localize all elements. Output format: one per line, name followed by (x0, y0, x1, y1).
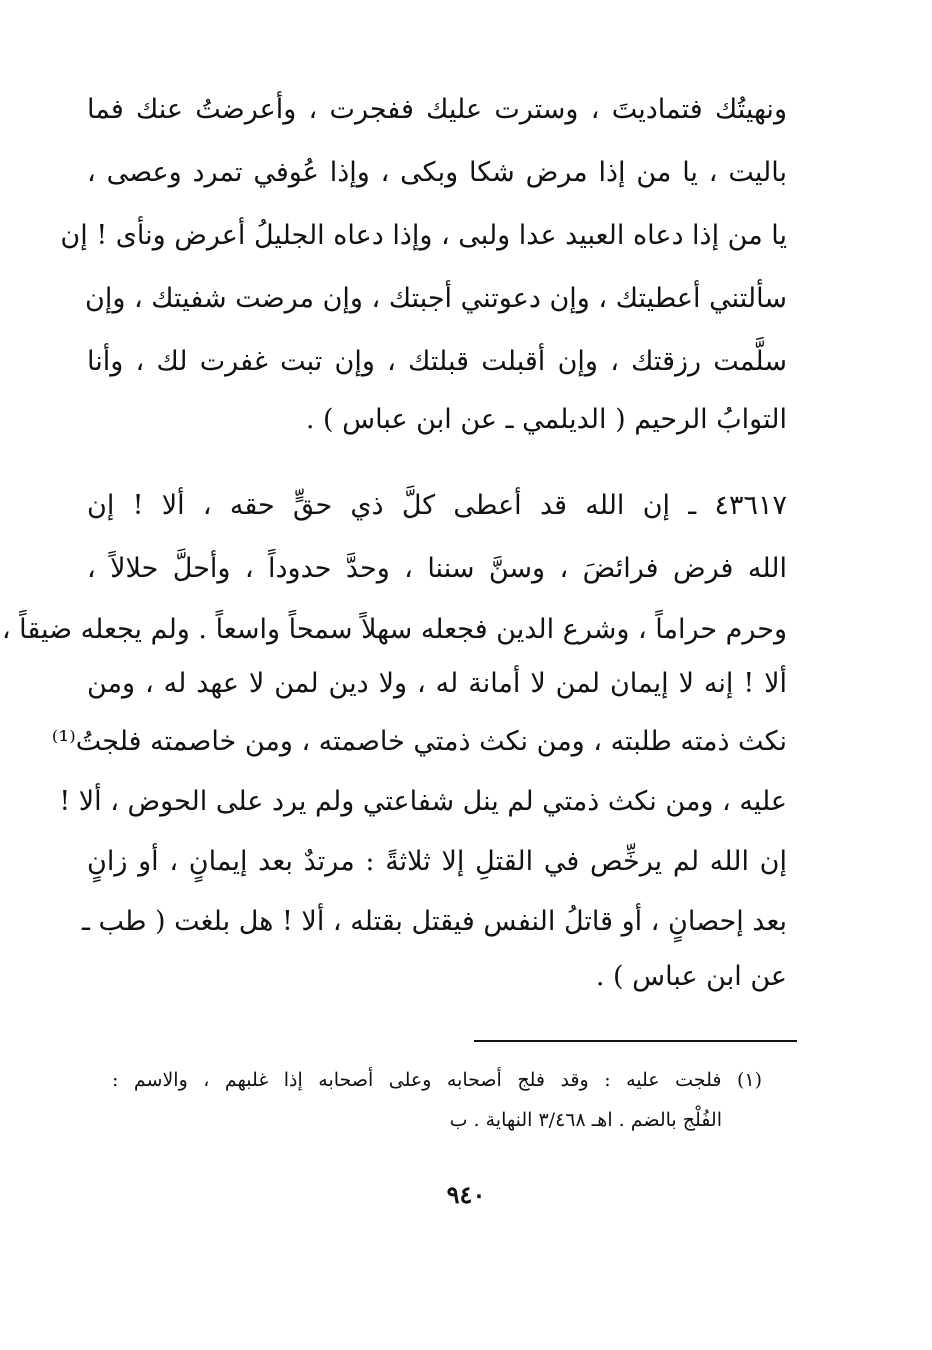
text-line: باليت ، يا من إذا مرض شكا وبكى ، وإذا عُوفي تمرد وعصى ، (87, 157, 787, 188)
text-line: وحرم حراماً ، وشرع الدين فجعله سهلاً سمحاً واسعاً . ولم يجعله ضيقاً ، (1, 614, 787, 645)
text-line: سلَّمت رزقتك ، وإن أقبلت قبلتك ، وإن تبت غفرت لك ، وأنا (87, 346, 787, 377)
text-line: عن ابن عباس ) . (595, 961, 787, 992)
hadith-number-line: ٤٣٦١٧ ـ إن الله قد أعطى كلَّ ذي حقٍّ حقه ، ألا ! إن (87, 490, 787, 521)
text-line: عليه ، ومن نكث ذمتي لم ينل شفاعتي ولم يرد على الحوض ، ألا ! (59, 786, 787, 817)
text-line: سألتني أعطيتك ، وإن دعوتني أجبتك ، وإن مرضت شفيتك ، وإن (85, 283, 787, 314)
text-line: يا من إذا دعاه العبيد عدا ولبى ، وإذا دعاه الجليلُ أعرض ونأى ! إن (60, 220, 787, 251)
text-line: نكث ذمته طلبته ، ومن نكث ذمتي خاصمته ، ومن خاصمته فلجتُ⁽¹⁾ (51, 726, 787, 757)
page-number: ٩٤٠ (446, 1180, 486, 1209)
text-line: الله فرض فرائضَ ، وسنَّ سننا ، وحدَّ حدوداً ، وأحلَّ حلالاً ، (87, 553, 787, 584)
footnote-divider (474, 1040, 797, 1042)
footnote-line: (١) فلجت عليه : وقد فلج أصحابه وعلى أصحابه إذا غلبهم ، والاسم : (112, 1069, 762, 1091)
text-line: إن الله لم يرخِّص في القتلِ إلا ثلاثةً : مرتدٌ بعد إيمانٍ ، أو زانٍ (87, 846, 787, 877)
text-line: بعد إحصانٍ ، أو قاتلُ النفس فيقتل بقتله ، ألا ! هل بلغت ( طب ـ (81, 906, 787, 937)
footnote-line: الفُلْج بالضم . اهـ ٣/٤٦٨ النهاية . ب (449, 1109, 722, 1131)
text-line: ونهيتُك فتماديتَ ، وسترت عليك ففجرت ، وأعرضتُ عنك فما (87, 94, 787, 125)
text-line: ألا ! إنه لا إيمان لمن لا أمانة له ، ولا دين لمن لا عهد له ، ومن (87, 668, 787, 699)
text-line: التوابُ الرحيم ( الديلمي ـ عن ابن عباس ) . (305, 404, 787, 435)
